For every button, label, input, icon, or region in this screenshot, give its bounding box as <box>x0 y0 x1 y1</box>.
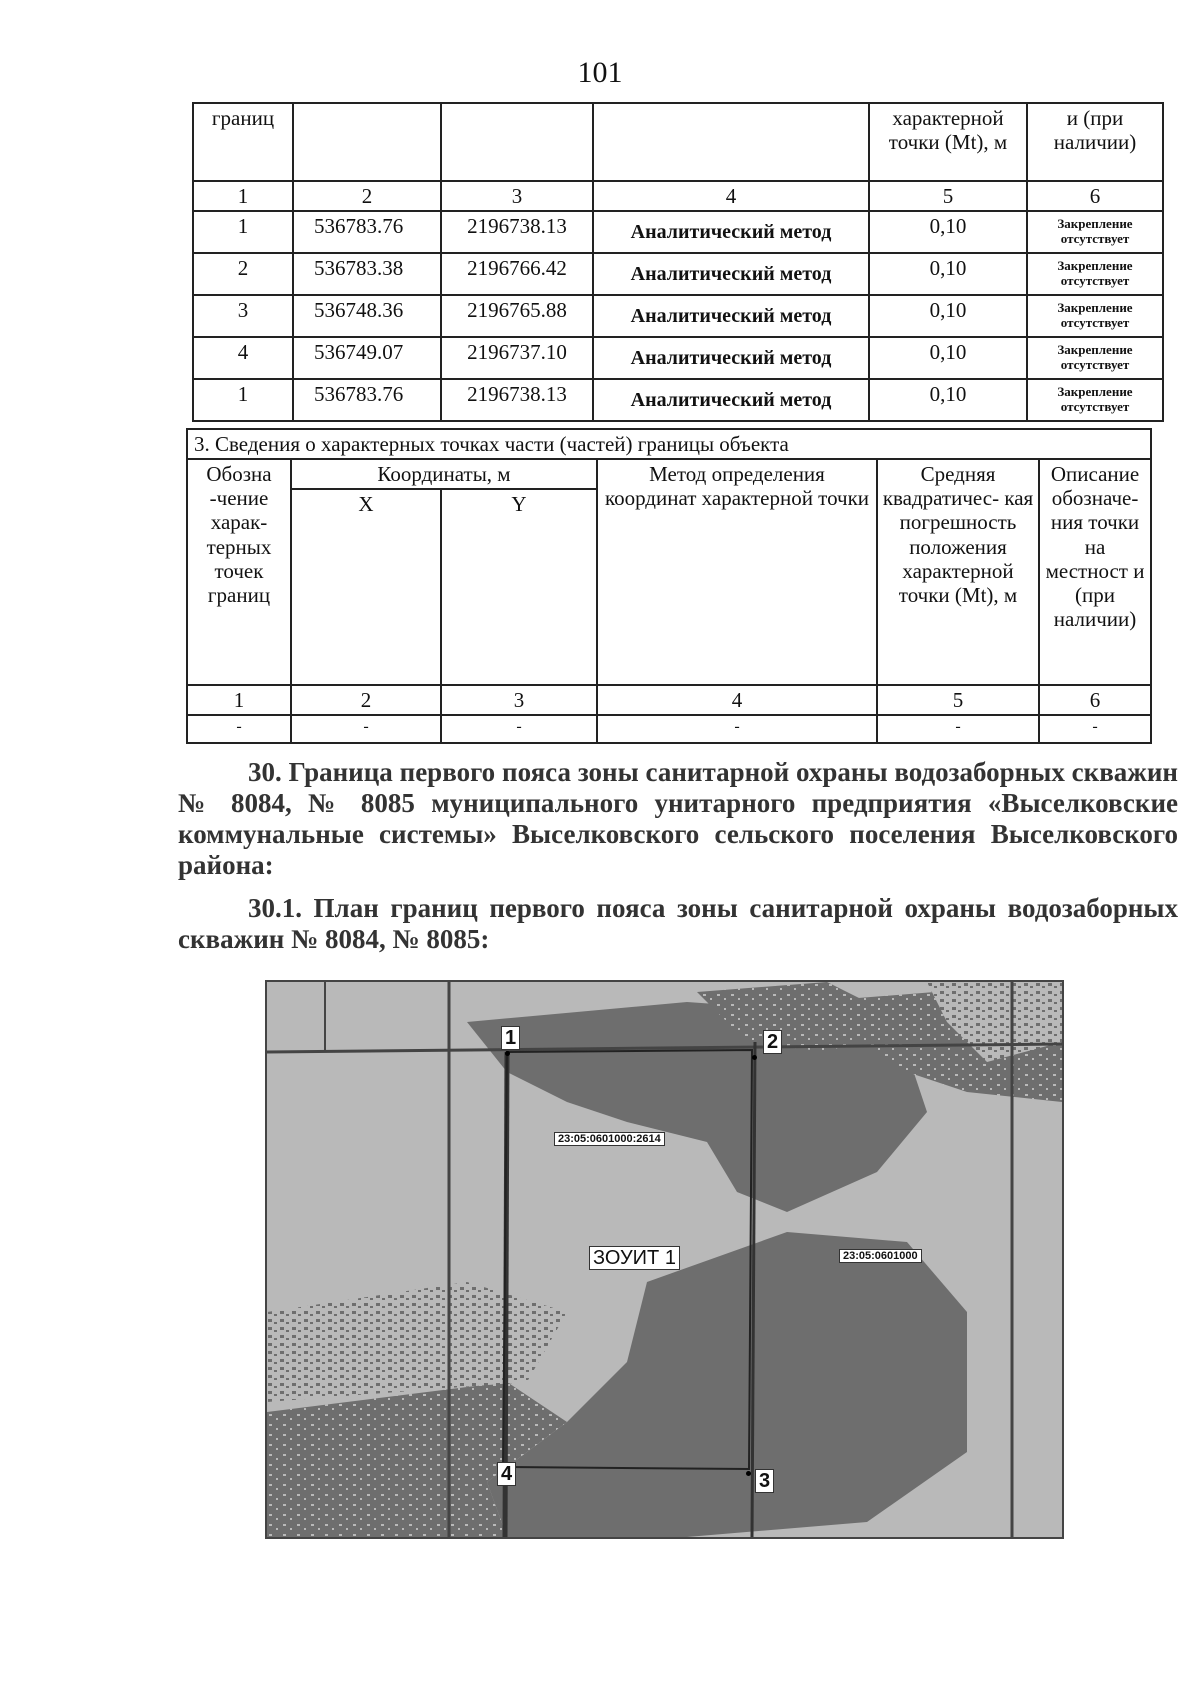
mt-value: 0,10 <box>869 211 1027 253</box>
y-header: Y <box>441 489 597 685</box>
table1-number-row <box>193 181 1163 211</box>
point-description: Закрепление отсутствует <box>1027 295 1163 337</box>
table1-header-cell <box>293 103 441 181</box>
table-row <box>193 337 1163 379</box>
section-title: 3. Сведения о характерных точках части (частей) границы объекта <box>187 429 1151 459</box>
mt-value: 0,10 <box>869 253 1027 295</box>
empty-cell: - <box>291 715 441 743</box>
column-number: 6 <box>1027 181 1163 211</box>
column-number: 3 <box>441 685 597 715</box>
coord-x: 536748.36 <box>293 295 441 337</box>
method: Аналитический метод <box>593 379 869 421</box>
point-description: Закрепление отсутствует <box>1027 379 1163 421</box>
description-header: Описание обозначе- ния точки на местност и (при наличии) <box>1039 459 1151 685</box>
quarter-label: 23:05:0601000 <box>839 1249 922 1263</box>
point-number: 3 <box>193 295 293 337</box>
column-number: 3 <box>441 181 593 211</box>
coord-y: 2196765.88 <box>441 295 593 337</box>
column-number: 4 <box>597 685 877 715</box>
table1-header-cell: границ <box>193 103 293 181</box>
mt-value: 0,10 <box>869 337 1027 379</box>
point-number: 4 <box>193 337 293 379</box>
column-number: 5 <box>869 181 1027 211</box>
boundary-map <box>265 980 1064 1539</box>
zone-label: ЗОУИТ 1 <box>589 1246 680 1270</box>
point-number: 1 <box>193 211 293 253</box>
coord-y: 2196737.10 <box>441 337 593 379</box>
empty-cell: - <box>187 715 291 743</box>
column-number: 6 <box>1039 685 1151 715</box>
table-row <box>187 715 1151 743</box>
point-description: Закрепление отсутствует <box>1027 337 1163 379</box>
table2-number-row <box>187 685 1151 715</box>
point-number: 2 <box>193 253 293 295</box>
part-boundary-table <box>186 428 1152 744</box>
coord-x: 536749.07 <box>293 337 441 379</box>
parcel-label: 23:05:0601000:2614 <box>554 1132 665 1146</box>
mt-value: 0,10 <box>869 295 1027 337</box>
table2-header-row <box>187 459 1151 489</box>
table-row <box>193 253 1163 295</box>
table1-header-cell: характерной точки (Mt), м <box>869 103 1027 181</box>
point-description: Закрепление отсутствует <box>1027 211 1163 253</box>
column-number: 4 <box>593 181 869 211</box>
page-number: 101 <box>577 56 623 89</box>
method: Аналитический метод <box>593 211 869 253</box>
empty-cell: - <box>597 715 877 743</box>
point-label-1: 1 <box>501 1026 520 1050</box>
table-row <box>193 379 1163 421</box>
column-number: 1 <box>193 181 293 211</box>
coordinates-header: Координаты, м <box>291 459 597 489</box>
section-title-row <box>187 429 1151 459</box>
method-header: Метод определения координат характерной точки <box>597 459 877 685</box>
point-label-2: 2 <box>763 1030 782 1054</box>
column-number: 5 <box>877 685 1039 715</box>
point-description: Закрепление отсутствует <box>1027 253 1163 295</box>
coord-y: 2196738.13 <box>441 379 593 421</box>
table1-header-cell <box>593 103 869 181</box>
coord-y: 2196766.42 <box>441 253 593 295</box>
paragraph-30-1: 30.1. План границ первого пояса зоны санитарной охраны водозаборных скважин № 8084, № 8085: <box>178 893 1178 954</box>
empty-cell: - <box>441 715 597 743</box>
designation-header: Обозна -чение харак- терных точек границ <box>187 459 291 685</box>
coordinates-table <box>192 102 1164 422</box>
mt-header: Средняя квадратичес- кая погрешность положения характерной точки (Mt), м <box>877 459 1039 685</box>
table1-header-cell: и (при наличии) <box>1027 103 1163 181</box>
coord-x: 536783.38 <box>293 253 441 295</box>
paragraph-30: 30. Граница первого пояса зоны санитарной охраны водозаборных скважин № 8084, № 8085 муниципального унитарного предприятия «Выселковские коммунальные системы» Выселковского сельского поселения Выселковского района: <box>178 757 1178 880</box>
method: Аналитический метод <box>593 253 869 295</box>
coord-y: 2196738.13 <box>441 211 593 253</box>
method: Аналитический метод <box>593 295 869 337</box>
column-number: 2 <box>293 181 441 211</box>
point-label-4: 4 <box>497 1462 516 1486</box>
table-row <box>193 295 1163 337</box>
coord-x: 536783.76 <box>293 211 441 253</box>
boundary-point-2 <box>752 1055 757 1060</box>
coord-x: 536783.76 <box>293 379 441 421</box>
boundary-point-1 <box>505 1051 510 1056</box>
table1-header-row <box>193 103 1163 181</box>
boundary-point-3 <box>746 1471 751 1476</box>
table1-header-cell <box>441 103 593 181</box>
point-label-3: 3 <box>755 1469 774 1493</box>
empty-cell: - <box>1039 715 1151 743</box>
table-row <box>193 211 1163 253</box>
x-header: X <box>291 489 441 685</box>
column-number: 2 <box>291 685 441 715</box>
empty-cell: - <box>877 715 1039 743</box>
column-number: 1 <box>187 685 291 715</box>
method: Аналитический метод <box>593 337 869 379</box>
point-number: 1 <box>193 379 293 421</box>
mt-value: 0,10 <box>869 379 1027 421</box>
